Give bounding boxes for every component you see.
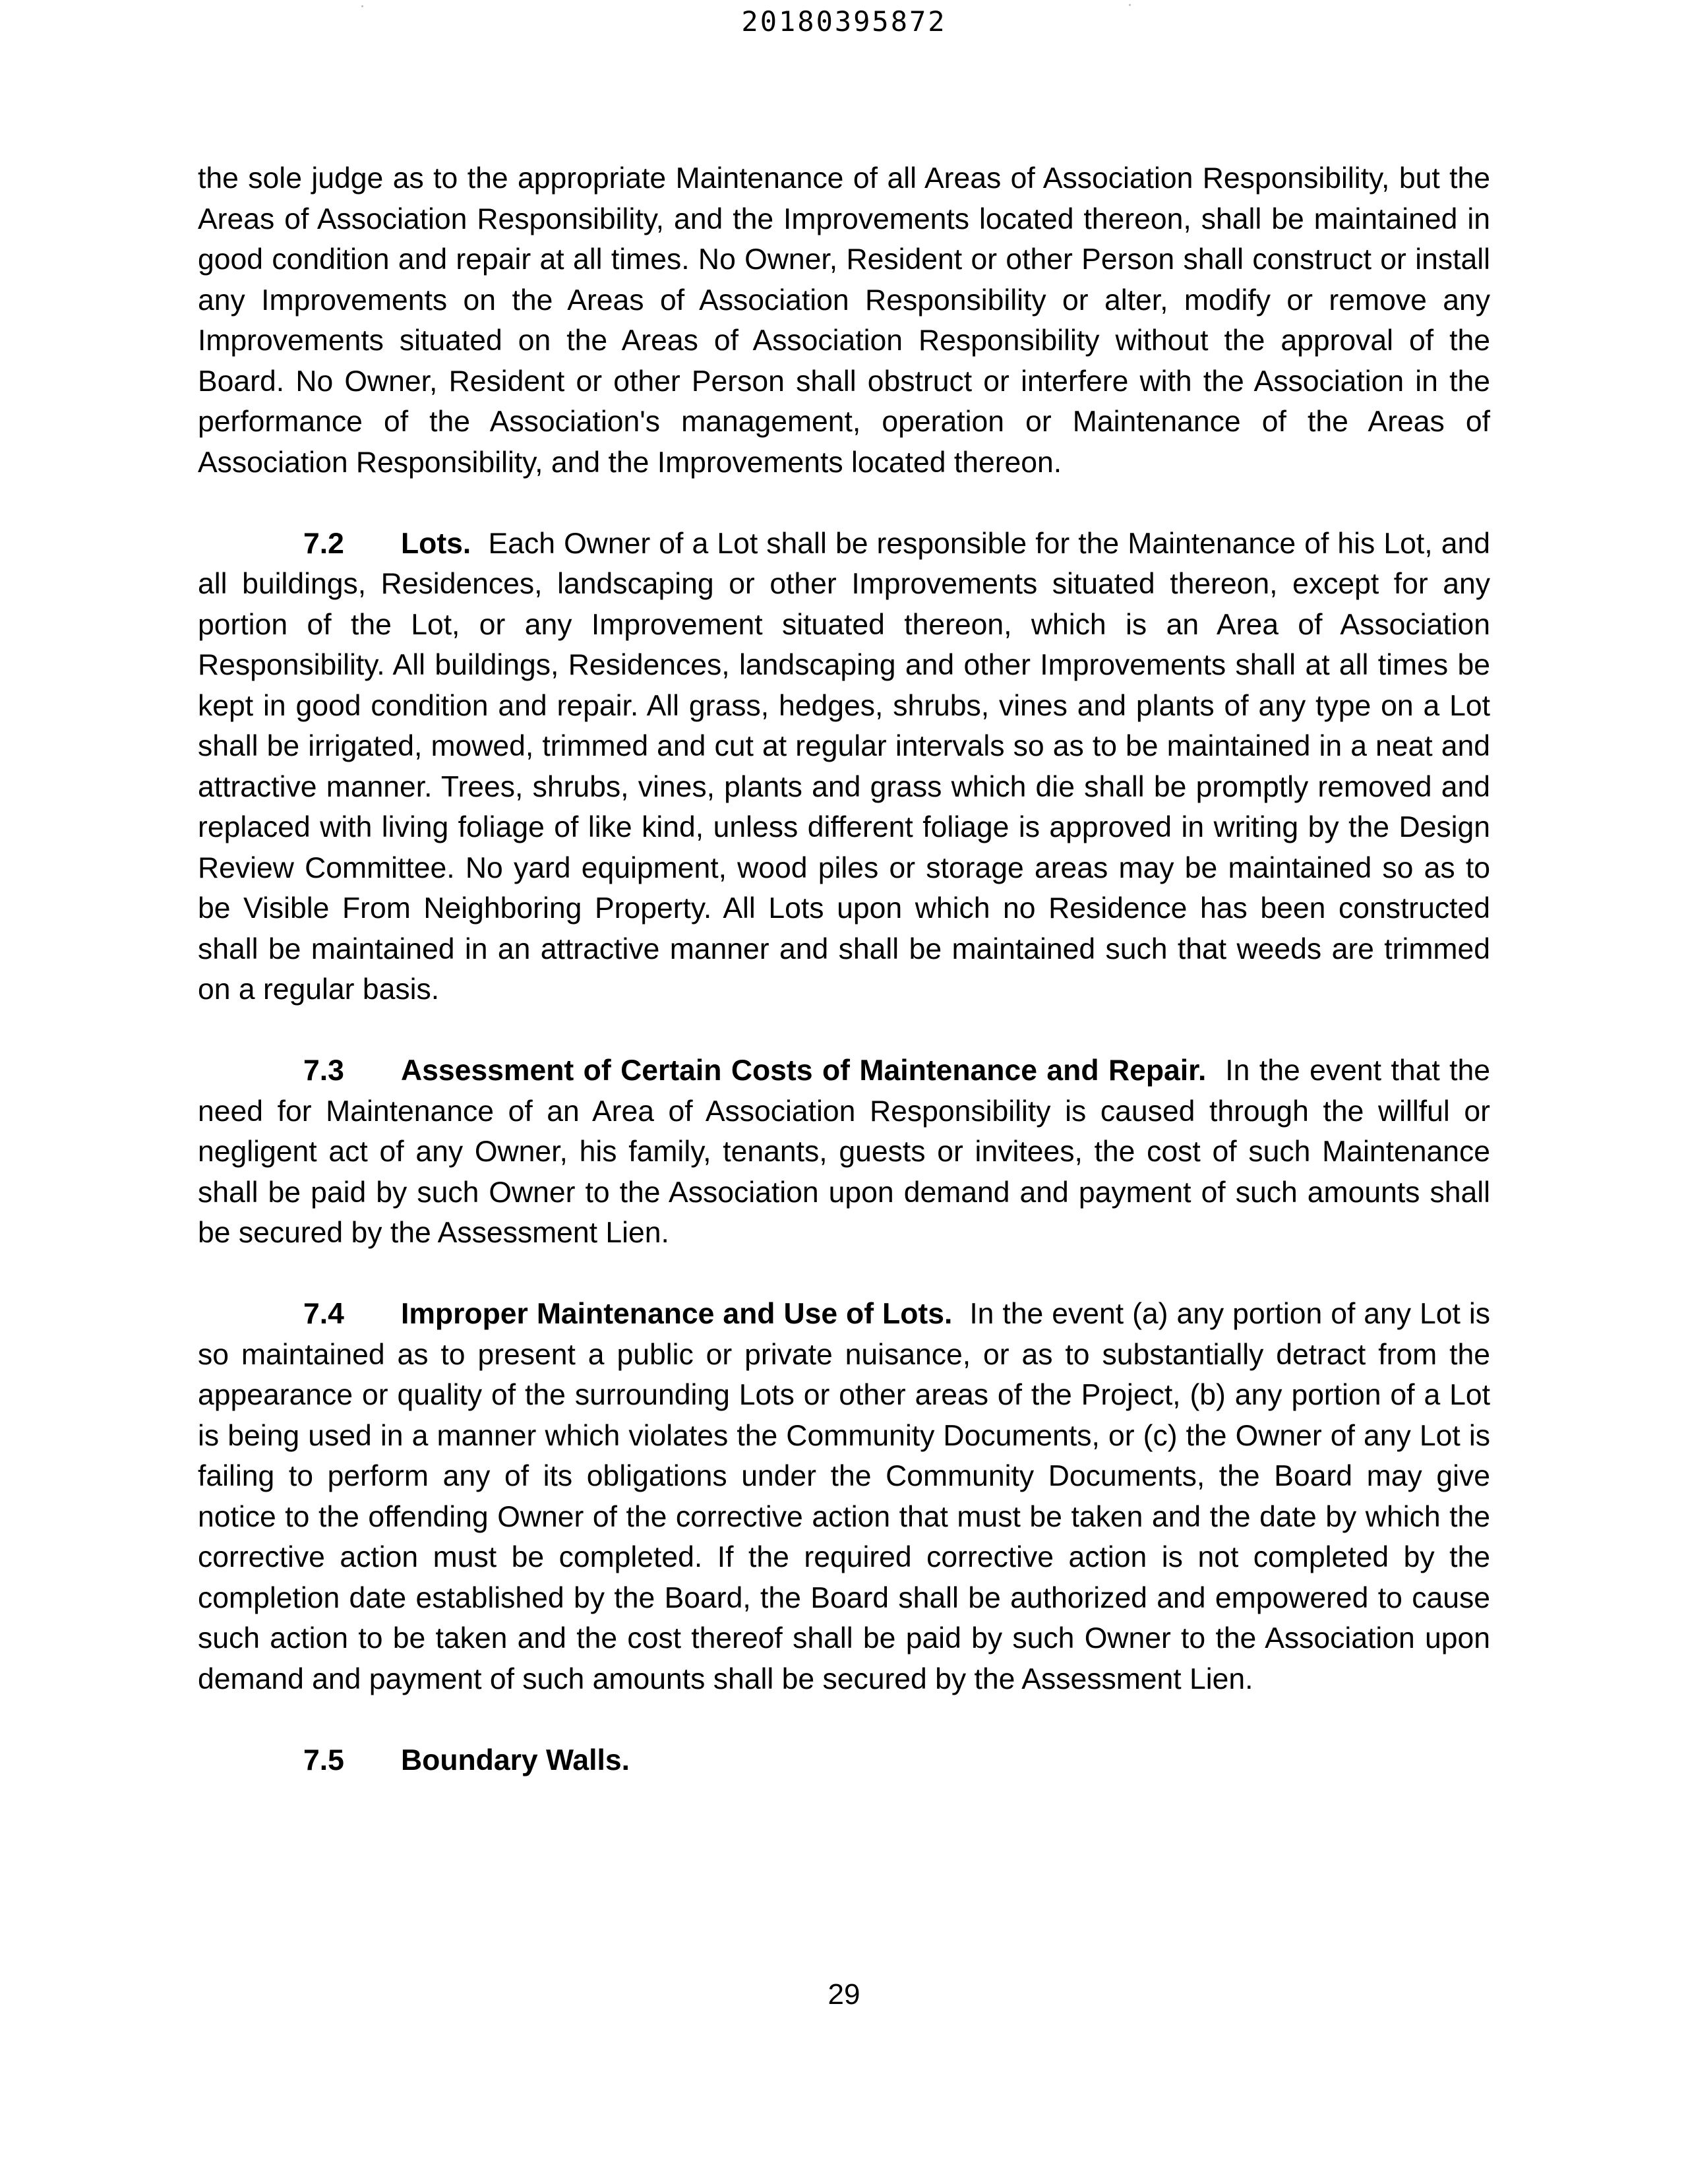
- section-title: Lots.: [401, 527, 471, 560]
- section-body: In the event that the need for Maintenance of an Area of Association Responsibility is caused through the willful or negligent act of any Owner, his family, tenants, guests or invitees, the cost of such Maintenance shall be paid by such Owner to the Association upon demand and payment of such amounts shall be secured by the Assessment Lien.: [198, 1054, 1491, 1249]
- intro-paragraph: the sole judge as to the appropriate Maintenance of all Areas of Association Responsibility, but the Areas of Association Responsibility, and the Improvements located thereon, shall be maintained in good condition and repair at all times. No Owner, Resident or other Person shall construct or install any Improvements on the Areas of Association Responsibility or alter, modify or remove any Improvements situated on the Areas of Association Responsibility without the approval of the Board. No Owner, Resident or other Person shall obstruct or interfere with the Association in the performance of the Association's management, operation or Maintenance of the Areas of Association Responsibility, and the Improvements located thereon.: [198, 162, 1490, 479]
- section-body: In the event (a) any portion of any Lot is so maintained as to present a public or private nuisance, or as to substantially detract from the appearance or quality of the surrounding Lots or other areas of the Project, (b) any portion of a Lot is being used in a manner which violates the Community Documents, or (c) the Owner of any Lot is failing to perform any of its obligations under the Community Documents, the Board may give notice to the offending Owner of the corrective action that must be taken and the date by which the corrective action must be completed. If the required corrective action is not completed by the completion date established by the Board, the Board shall be authorized and empowered to cause such action to be taken and the cost thereof shall be paid by such Owner to the Association upon demand and payment of such amounts shall be secured by the Assessment Lien.: [198, 1298, 1490, 1695]
- section-title: Assessment of Certain Costs of Maintenance and Repair.: [401, 1054, 1207, 1087]
- section-title: Improper Maintenance and Use of Lots.: [401, 1298, 953, 1330]
- section-number: 7.2: [303, 527, 344, 560]
- section-7-2: [198, 524, 1490, 1010]
- section-body: Each Owner of a Lot shall be responsible for the Maintenance of his Lot, and all buildings, Residences, landscaping or other Improvements situated thereon, except for any portion of the Lot, or any Improvement situated thereon, which is an Area of Association Responsibility. All buildings, Residences, landscaping and other Improvements shall at all times be kept in good condition and repair. All grass, hedges, shrubs, vines and plants of any type on a Lot shall be irrigated, mowed, trimmed and cut at regular intervals so as to be maintained in a neat and attractive manner. Trees, shrubs, vines, plants and grass which die shall be promptly removed and replaced with living foliage of like kind, unless different foliage is approved in writing by the Design Review Committee. No yard equipment, wood piles or storage areas may be maintained so as to be Visible From Neighboring Property. All Lots upon which no Residence has been constructed shall be maintained in an attractive manner and shall be maintained such that weeds are trimmed on a regular basis.: [198, 527, 1490, 1006]
- document-body: [198, 158, 1490, 1821]
- section-number: 7.4: [303, 1298, 344, 1330]
- section-number: 7.5: [303, 1744, 344, 1776]
- page-number: 29: [828, 1978, 860, 2011]
- section-7-5: [198, 1740, 1490, 1781]
- section-7-4: [198, 1294, 1490, 1699]
- section-7-3: [198, 1050, 1490, 1254]
- section-number: 7.3: [303, 1054, 344, 1087]
- section-title: Boundary Walls.: [401, 1744, 630, 1776]
- scan-speck: [361, 5, 363, 7]
- document-number: 20180395872: [741, 5, 947, 38]
- scan-speck: [1129, 4, 1131, 6]
